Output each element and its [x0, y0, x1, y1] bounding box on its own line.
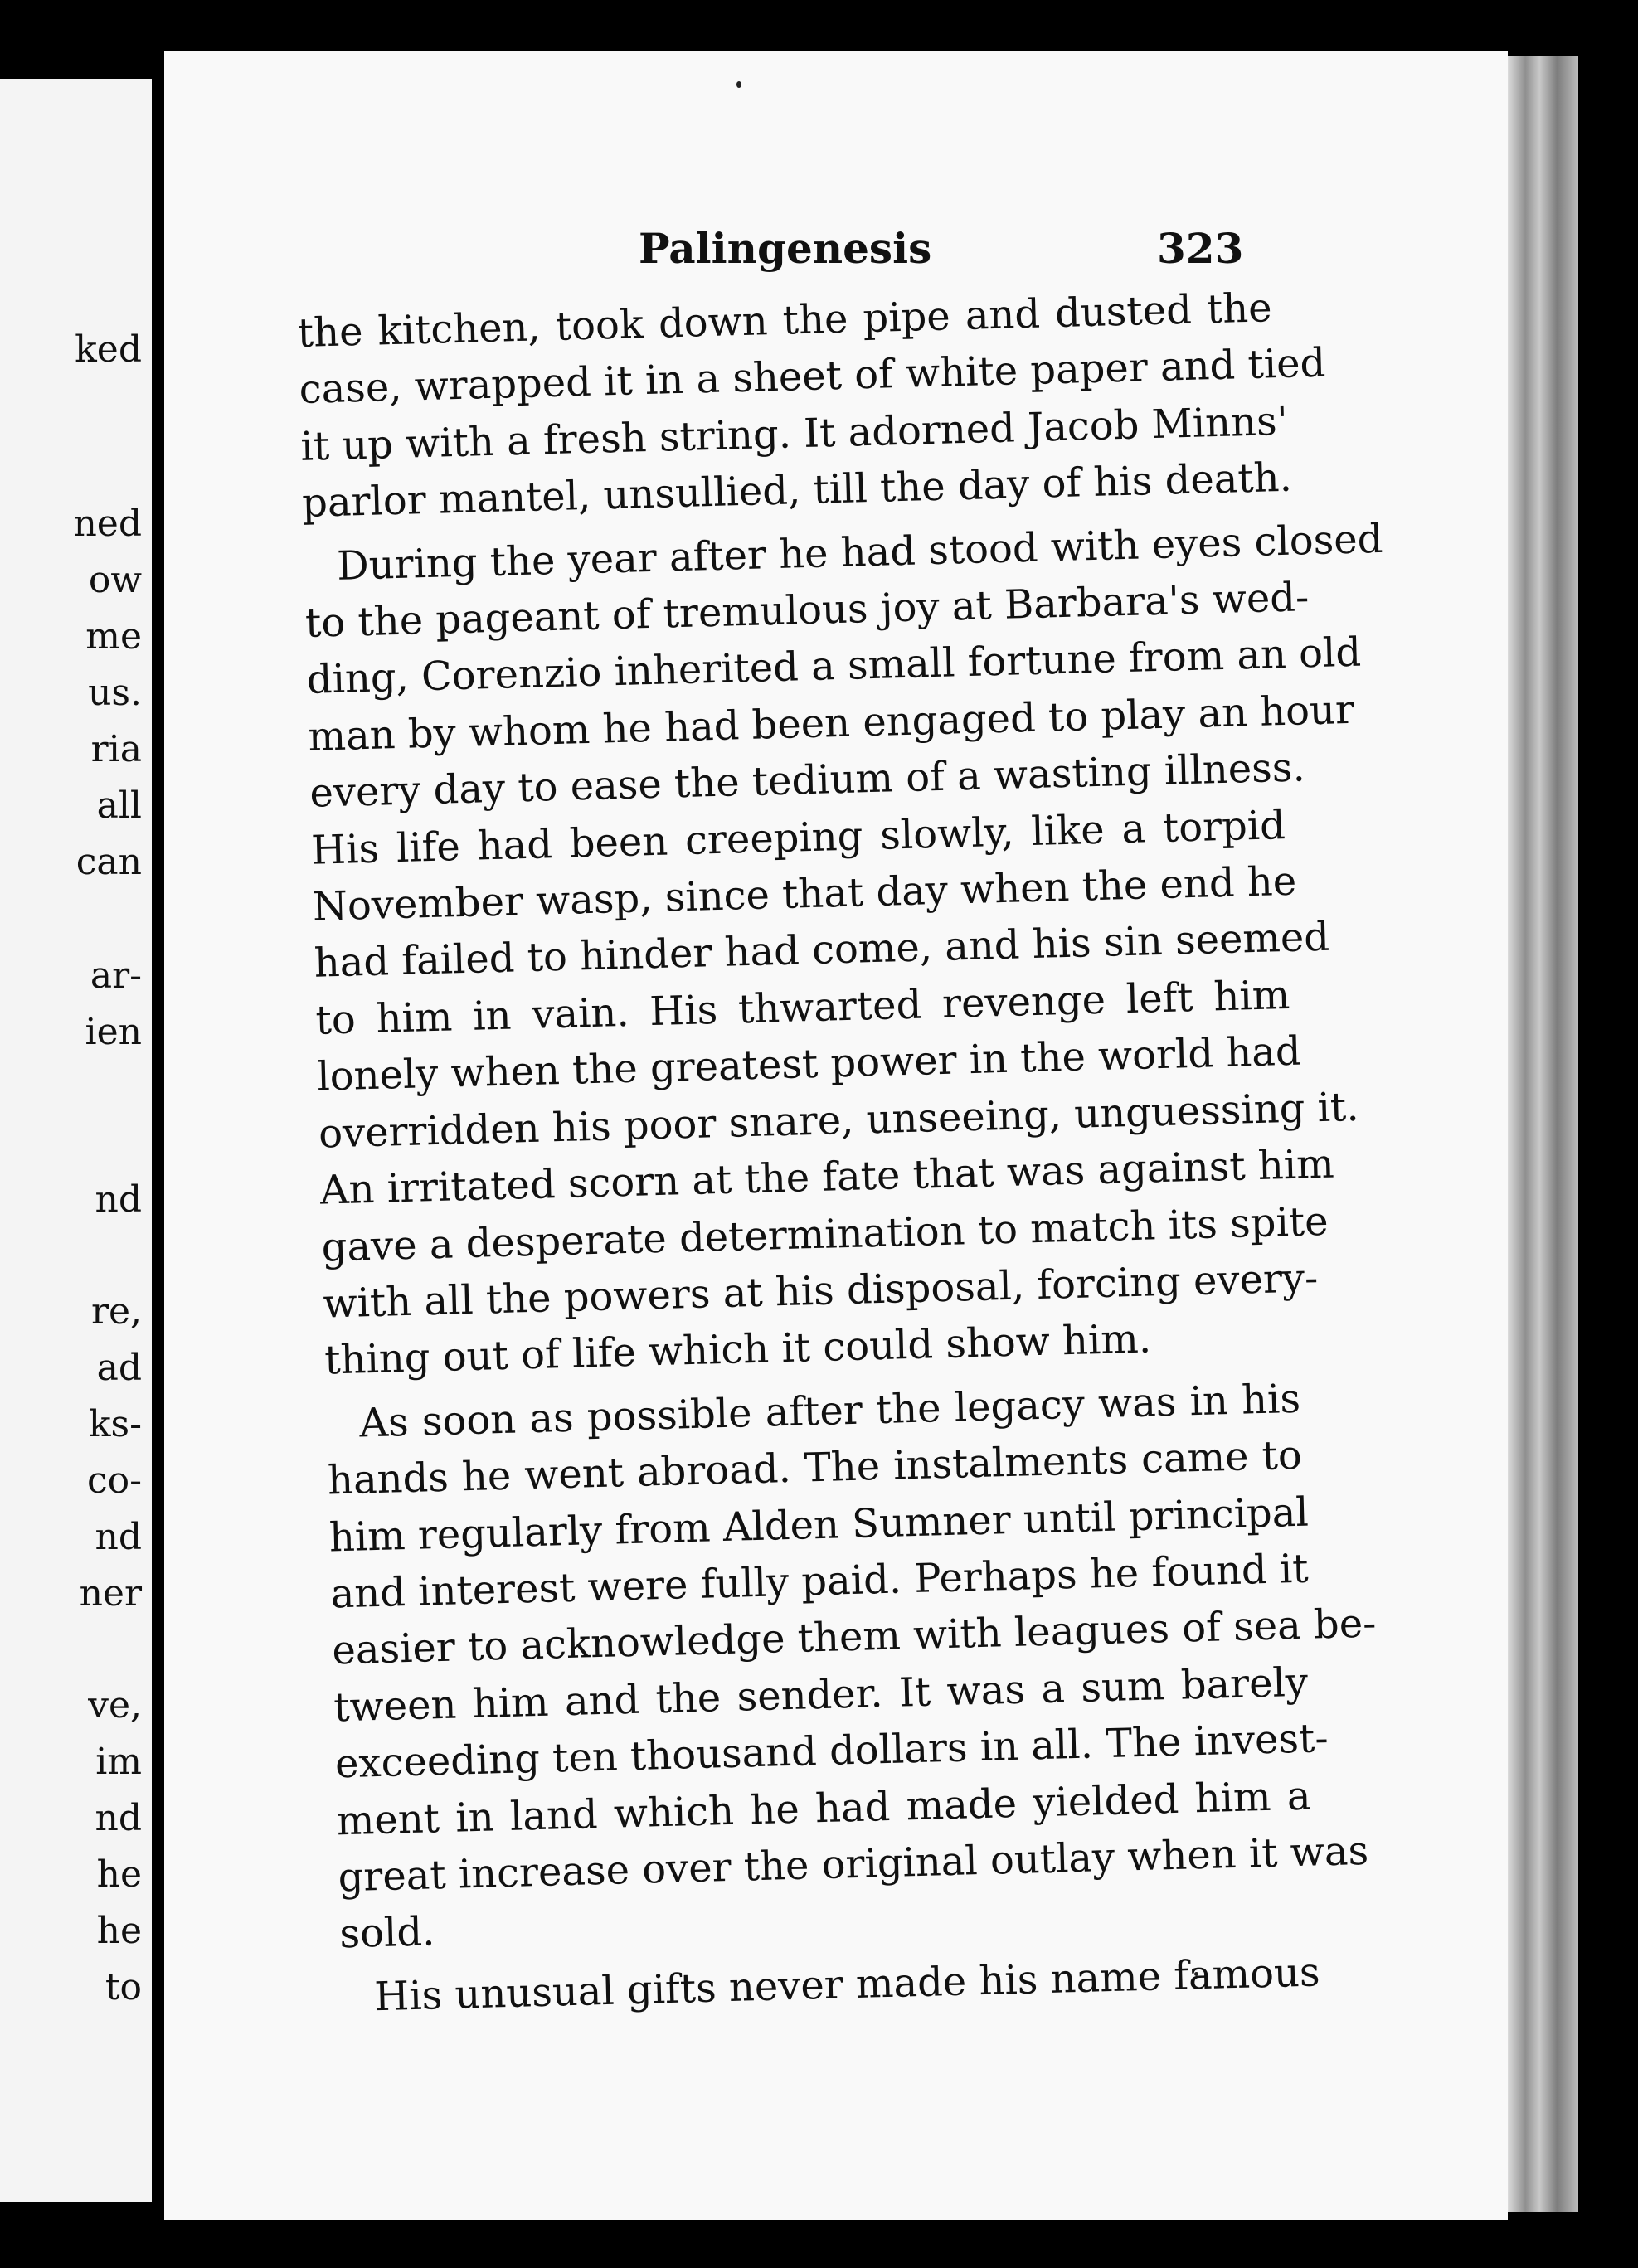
text-line: An irritated scorn at the fate that was against him	[319, 1140, 1335, 1214]
text-line: His life had been creeping slowly, like a torpid	[310, 801, 1286, 874]
facing-page-line-fragment: to	[105, 1966, 142, 2008]
page-number: 323	[1157, 224, 1244, 273]
text-line: hands he went abroad. The instalments came to	[327, 1431, 1303, 1504]
text-line: His unusual gifts never made his name famous	[373, 1949, 1321, 2021]
text-line: to the pageant of tremulous joy at Barbara's wed-	[304, 574, 1310, 647]
facing-page-line-fragment: ve,	[88, 1684, 142, 1726]
text-line: with all the powers at his disposal, forcing every-	[322, 1255, 1319, 1328]
text-line: sold.	[338, 1908, 436, 1958]
facing-page-line-fragment: all	[96, 784, 142, 827]
text-line: ding, Corenzio inherited a small fortune from an old	[306, 629, 1362, 704]
text-line: tween him and the sender. It was a sum barely	[333, 1659, 1309, 1731]
text-line: As soon as possible after the legacy was in his	[358, 1375, 1301, 1447]
facing-page-line-fragment: he	[96, 1910, 142, 1952]
facing-page-line-fragment: re,	[90, 1290, 142, 1333]
paragraph	[297, 279, 1326, 532]
text-line: it up with a fresh string. It adorned Jacob Minns'	[299, 397, 1289, 470]
facing-page-line-fragment: ien	[85, 1011, 142, 1053]
text-line: easier to acknowledge them with leagues of sea be-	[331, 1600, 1377, 1674]
facing-page-line-fragment: ow	[88, 559, 142, 601]
facing-page-line-fragment: ria	[90, 728, 142, 770]
facing-page-line-fragment: nd	[95, 1178, 142, 1221]
paragraph	[325, 1371, 1377, 1964]
text-line: thing out of life which it could show him.	[323, 1315, 1152, 1384]
facing-page-line-fragment: me	[85, 615, 142, 658]
facing-page-line-fragment: co-	[87, 1459, 142, 1502]
text-line: exceeding ten thousand dollars in all. The invest-	[334, 1715, 1329, 1788]
text-line: During the year after he had stood with eyes closed	[336, 515, 1384, 590]
text-line: November wasp, since that day when the end he	[312, 857, 1297, 930]
text-line: to him in vain. His thwarted revenge left him	[314, 971, 1290, 1044]
text-line: great increase over the original outlay when it was	[337, 1827, 1369, 1901]
text-line: overridden his poor snare, unseeing, unguessing it.	[318, 1083, 1360, 1158]
text-line: gave a desperate determination to match its spite	[321, 1197, 1329, 1271]
facing-page-line-fragment: ar-	[90, 954, 142, 997]
facing-page-line-fragment: im	[95, 1741, 142, 1783]
facing-page-line-fragment: ked	[75, 328, 142, 371]
body-text	[297, 279, 1384, 2032]
facing-page	[0, 79, 152, 2202]
page-edge-shadow	[1508, 56, 1578, 2212]
facing-page-line-fragment: ks-	[88, 1403, 142, 1445]
facing-page-line-fragment: us.	[88, 672, 142, 714]
facing-page-line-fragment: nd	[95, 1516, 142, 1558]
text-line: every day to ease the tedium of a wasting illness.	[309, 744, 1306, 818]
facing-page-line-fragment: nd	[95, 1797, 142, 1839]
facing-page-line-fragment: ner	[79, 1572, 142, 1615]
running-title: Palingenesis	[639, 224, 932, 273]
facing-page-line-fragment: can	[75, 841, 142, 883]
dust-speck	[736, 81, 741, 88]
facing-page-line-fragment: ad	[96, 1347, 142, 1389]
text-line: lonely when the greatest power in the world had	[316, 1027, 1302, 1100]
facing-page-line-fragment: he	[96, 1853, 142, 1896]
text-line: had failed to hinder had come, and his sin seemed	[314, 914, 1330, 988]
text-line: him regularly from Alden Sumner until principal	[328, 1489, 1310, 1561]
text-line: and interest were fully paid. Perhaps he found it	[329, 1545, 1310, 1618]
text-line: parlor mantel, unsullied, till the day of his death.	[301, 454, 1293, 527]
facing-page-line-fragment: ned	[73, 503, 142, 545]
text-line: the kitchen, took down the pipe and dusted the	[297, 284, 1273, 357]
text-line: case, wrapped it in a sheet of white paper and tied	[298, 339, 1326, 414]
text-line: man by whom he had been engaged to play an hour	[307, 686, 1355, 760]
paragraph	[303, 513, 1384, 1390]
text-line: ment in land which he had made yielded him a	[336, 1772, 1312, 1844]
